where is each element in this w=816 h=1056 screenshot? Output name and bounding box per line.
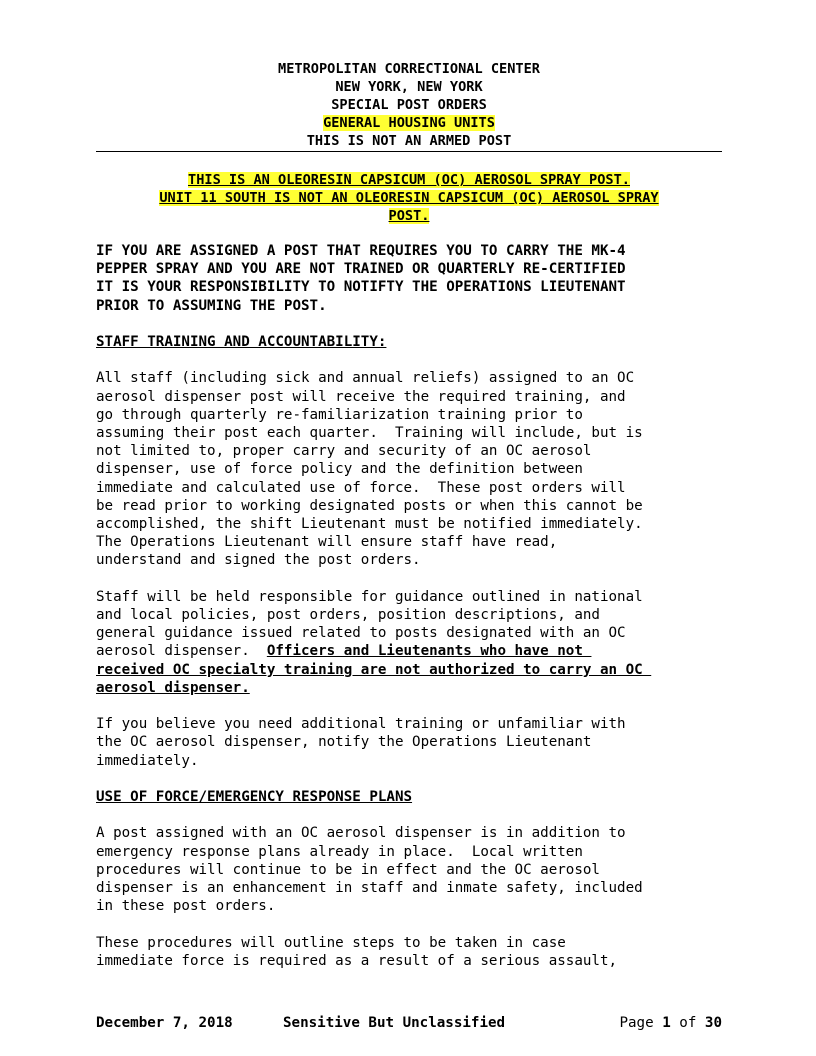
notice-line-3: POST. bbox=[388, 208, 430, 224]
paragraph-text: aerosol dispenser. bbox=[96, 643, 267, 660]
notice-line-2: UNIT 11 SOUTH IS NOT AN OLEORESIN CAPSICUM (OC) AEROSOL SPRAY bbox=[159, 190, 659, 206]
paragraph-line: All staff (including sick and annual reliefs) assigned to an OC bbox=[96, 370, 635, 387]
total-pages: 30 bbox=[704, 1015, 722, 1031]
authorization-warning: received OC specialty training are not authorized to carry an OC bbox=[96, 661, 652, 678]
authorization-warning-end: aerosol dispenser. bbox=[96, 679, 250, 696]
paragraph-staff-responsibility bbox=[96, 588, 726, 697]
paragraph-line: the OC aerosol dispenser, notify the Operations Lieutenant bbox=[96, 734, 592, 751]
paragraph-line: accomplished, the shift Lieutenant must be notified immediately. bbox=[96, 516, 643, 533]
paragraph-line: A post assigned with an OC aerosol dispenser is in addition to bbox=[96, 825, 626, 842]
paragraph-line: in these post orders. bbox=[96, 898, 276, 915]
header-unit bbox=[96, 114, 722, 132]
warning-line: PEPPER SPRAY AND YOU ARE NOT TRAINED OR QUARTERLY RE-CERTIFIED bbox=[96, 261, 626, 278]
paragraph-line: aerosol dispenser post will receive the required training, and bbox=[96, 388, 626, 405]
footer-classification: Sensitive But Unclassified bbox=[283, 1015, 506, 1031]
paragraph-line: be read prior to working designated posts or when this cannot be bbox=[96, 497, 643, 514]
paragraph-line: general guidance issued related to posts designated with an OC bbox=[96, 625, 626, 642]
paragraph-procedures bbox=[96, 934, 726, 970]
paragraph-line: immediate force is required as a result of a serious assault, bbox=[96, 952, 618, 969]
header-divider bbox=[96, 151, 722, 152]
header-unit-highlight: GENERAL HOUSING UNITS bbox=[323, 115, 495, 131]
current-page: 1 bbox=[662, 1015, 671, 1031]
oc-spray-notice bbox=[96, 171, 722, 225]
header-title: SPECIAL POST ORDERS bbox=[331, 97, 487, 113]
paragraph-line: These procedures will outline steps to be taken in case bbox=[96, 934, 566, 951]
warning-line: PRIOR TO ASSUMING THE POST. bbox=[96, 297, 327, 314]
authorization-warning: Officers and Lieutenants who have not bbox=[266, 643, 592, 660]
warning-line: IT IS YOUR RESPONSIBILITY TO NOTIFTY THE OPERATIONS LIEUTENANT bbox=[96, 279, 626, 296]
footer-date: December 7, 2018 bbox=[96, 1015, 233, 1031]
certification-warning bbox=[96, 242, 726, 315]
paragraph-line: dispenser, use of force policy and the definition between bbox=[96, 461, 583, 478]
header-location: NEW YORK, NEW YORK bbox=[335, 79, 483, 95]
page-number: Page 1 of 30 bbox=[619, 1015, 722, 1031]
header-facility: METROPOLITAN CORRECTIONAL CENTER bbox=[278, 61, 540, 77]
paragraph-line: Staff will be held responsible for guidance outlined in national bbox=[96, 588, 643, 605]
notice-line-1: THIS IS AN OLEORESIN CAPSICUM (OC) AEROSOL SPRAY POST. bbox=[188, 172, 630, 188]
document-body bbox=[96, 242, 726, 988]
warning-line: IF YOU ARE ASSIGNED A POST THAT REQUIRES YOU TO CARRY THE MK-4 bbox=[96, 243, 626, 259]
paragraph-line: understand and signed the post orders. bbox=[96, 552, 421, 569]
section-heading-staff-training: STAFF TRAINING AND ACCOUNTABILITY: bbox=[96, 334, 387, 350]
header-armed-status: THIS IS NOT AN ARMED POST bbox=[306, 133, 512, 149]
paragraph-line: If you believe you need additional training or unfamiliar with bbox=[96, 716, 626, 733]
paragraph-line: immediate and calculated use of force. These post orders will bbox=[96, 479, 626, 496]
section-heading-use-of-force: USE OF FORCE/EMERGENCY RESPONSE PLANS bbox=[96, 789, 413, 806]
paragraph-additional-training bbox=[96, 715, 726, 770]
paragraph-line: The Operations Lieutenant will ensure staff have read, bbox=[96, 534, 558, 551]
document-header bbox=[96, 60, 722, 150]
paragraph-line: procedures will continue to be in effect and the OC aerosol bbox=[96, 861, 600, 878]
page-footer bbox=[96, 1014, 722, 1032]
paragraph-line: immediately. bbox=[96, 752, 199, 769]
paragraph-line: emergency response plans already in place. Local written bbox=[96, 843, 583, 860]
paragraph-line: go through quarterly re-familiarization training prior to bbox=[96, 406, 583, 423]
paragraph-line: dispenser is an enhancement in staff and inmate safety, included bbox=[96, 880, 643, 897]
paragraph-emergency-plans bbox=[96, 824, 726, 915]
paragraph-line bbox=[96, 642, 726, 660]
paragraph-line: and local policies, post orders, position descriptions, and bbox=[96, 607, 600, 624]
paragraph-line: not limited to, proper carry and security of an OC aerosol bbox=[96, 443, 592, 460]
paragraph-staff-training bbox=[96, 369, 726, 569]
paragraph-line: assuming their post each quarter. Training will include, but is bbox=[96, 425, 643, 441]
